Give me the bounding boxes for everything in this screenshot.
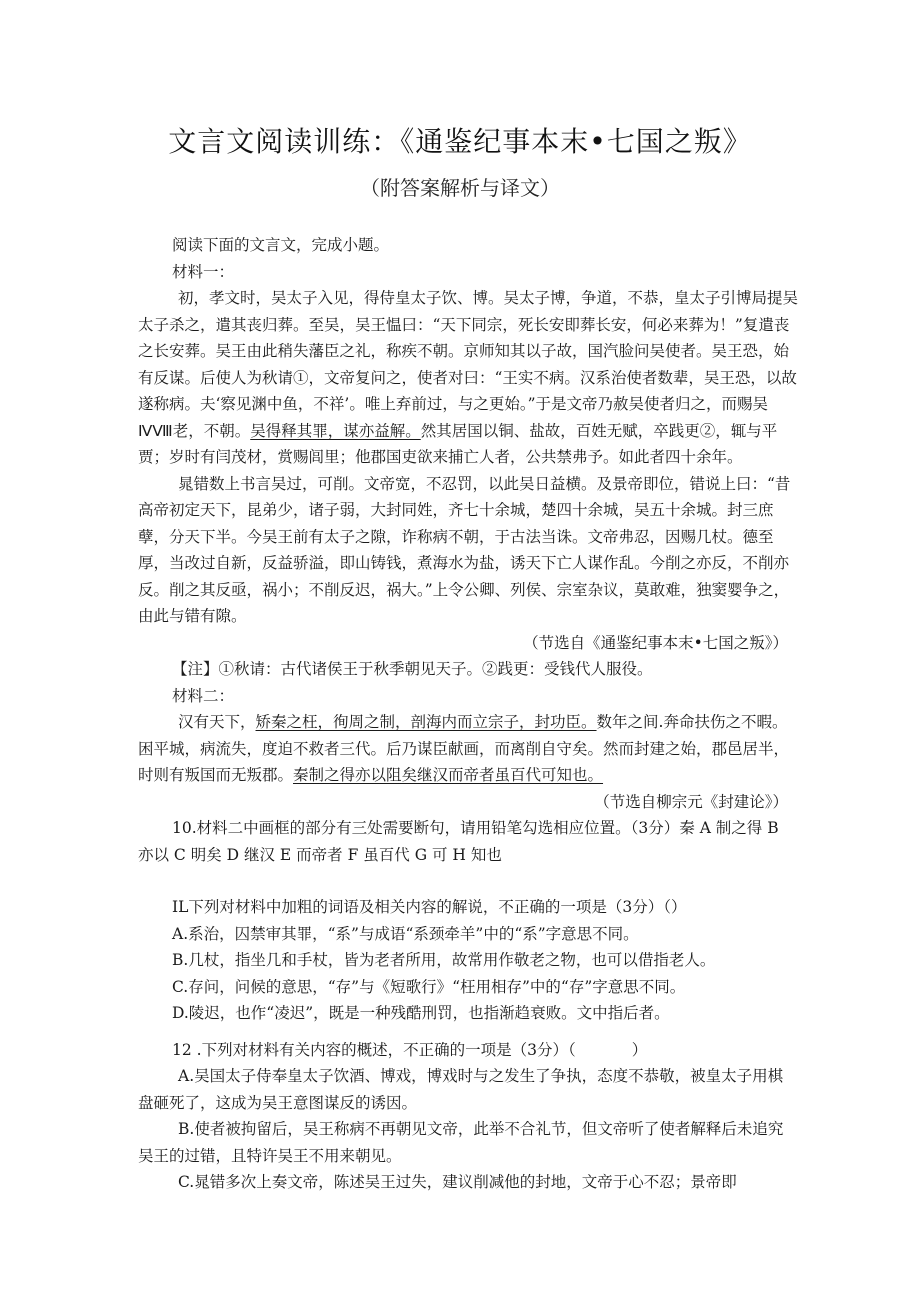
material2-source: （节选自柳宗元《封建论》）: [594, 792, 788, 811]
material1-paragraph2: 晁错数上书言吴过，可削。文帝宽，不忍罚，以此吴日益横。及景帝即位，错说上曰：“昔高帝初定天下，昆弟少，诸子弱，大封同姓，齐七十余城，楚四十余城，吴五十余城。封三庶孽，分天下半。今吴王前有太子之隙，诈称病不朝，于古法当诛。文帝弗忍，因赐几杖。德至厚，当改过自新，反益骄溢，即山铸钱，煮海水为盐，诱天下亡人谋作乱。今削之亦反，不削亦反。削之其反亟，祸小；不削反迟，祸大。”上令公卿、列侯、宗室杂议，莫敢难，独窦婴争之，由此与错有隙。: [138, 474, 791, 625]
question-11-option-c: C.存问，问候的意思，“存”与《短歌行》“枉用相存”中的“存”字意思不同。: [172, 977, 686, 996]
question-11-option-a: A.系治，囚禁审其罪，“系”与成语“系颈牵羊”中的“系”字意思不同。: [172, 924, 639, 943]
question-11-option-d: D.陵迟，也作“凌迟”，既是一种残酷刑罚，也指渐趋衰败。文中指后者。: [172, 1004, 670, 1022]
question-12-stem-text: 12 .下列对材料有关内容的概述，不正确的一项是（3分）（: [172, 1040, 576, 1059]
material2-label: 材料二：: [172, 686, 235, 705]
spacer: [138, 868, 798, 894]
annotation-note: 【注】①秋请：古代诸侯王于秋季朝见天子。②践更：受钱代人服役。: [172, 660, 653, 678]
question-12-stem-close: ）: [631, 1040, 648, 1059]
question-10: 10.材料二中画框的部分有三处需要断句，请用铅笔勾选相应位置。（3分）秦 A 制之得 B 亦以 C 明矣 D 继汉 E 而帝者 F 虽百代 G 可 H 知也: [138, 819, 779, 864]
question-12-option-c: C.晁错多次上奏文帝，陈述吴王过失，建议削减他的封地，文帝于心不忍；景帝即: [178, 1173, 737, 1191]
question-11-stem: IL下列对材料中加粗的词语及相关内容的解说，不正确的一项是（3分）（）: [172, 898, 687, 916]
spacer: [138, 1027, 798, 1037]
material1-paragraph1: [138, 285, 798, 471]
para1-text-d: 然其居国以铜、盐故，百姓无赋，卒践更②，辄与平贾；岁时有闫茂材，赏赐闾里；他郡国吏欲来捕亡人者，公共禁弗予。如此者四十余年。: [138, 421, 778, 466]
question-11-option-b: B.几杖，指坐几和手杖，皆为老者所用，故常用作敬老之物，也可以借指老人。: [172, 951, 716, 969]
intro-text: 阅读下面的文言文，完成小题。: [172, 236, 390, 254]
para1-text-a: 初，孝文时，吴太子入见，得侍皇太子饮、博。吴太子博，争道，不恭，皇太子引博局提吴太子杀之，遣其丧归葬。至吴，吴王愠曰：“天下同宗，死长安即葬长安，何必来葬为！”复遣丧之长安葬。吴王由此稍失藩臣之礼，称疾不朝。京师知其以子故，国汽脸问吴使者。吴王恐，始有反谋。后使人为秋请①，文帝复问之，使者对曰：“王实不病。汉系治使者数辈，吴王恐，以故遂称病。夫‘察见渊中鱼，不祥’。唯上弃前过，与之更始。”于是文帝乃赦吴使者归之，而赐吴: [138, 289, 799, 413]
question-12-stem: [138, 1037, 798, 1064]
question-12-option-b: B.使者被拘留后，吴王称病不再朝见文帝，此举不合礼节，但文帝听了使者解释后未追究吴王的过错，且特许吴王不用来朝见。: [138, 1120, 784, 1165]
material2-underlined-2: 秦制之得亦以阻矣继汉而帝者虽百代可知也。: [293, 766, 604, 784]
para1-text-c: 老，不朝。: [172, 421, 251, 440]
document-subtitle: （附答案解析与译文）: [360, 176, 560, 200]
para1-underlined-sentence: 吴得释其罪，谋亦益解。: [250, 421, 421, 440]
material2-lead: 汉有天下，: [178, 713, 256, 731]
material2-paragraph: [138, 709, 798, 789]
material1-source: （节选自《通鉴纪事本末•七国之叛》）: [523, 633, 788, 652]
material2-mid: 数年之间.奔命扶伤之不暇。困平城，病流失，度迫不救者三代。后乃谋臣献画，而离削自守矣。然而封建之始，郡邑居半，时则有叛国而无叛郡。: [138, 713, 790, 784]
material1-label: 材料一：: [172, 262, 235, 281]
para1-text-b: ⅣⅧ: [138, 421, 173, 440]
document-body: [138, 232, 798, 1196]
question-12-option-a: A.吴国太子侍奉皇太子饮酒、博戏，博戏时与之发生了争执，态度不恭敬，被皇太子用棋盘砸死了，这成为吴王意图谋反的诱因。: [138, 1067, 784, 1112]
document-title: 文言文阅读训练：《通鉴纪事本末•七国之叛》: [168, 125, 752, 158]
material2-underlined-1: 矫秦之枉，徇周之制，剖海内而立宗子，封功臣。: [255, 713, 597, 731]
